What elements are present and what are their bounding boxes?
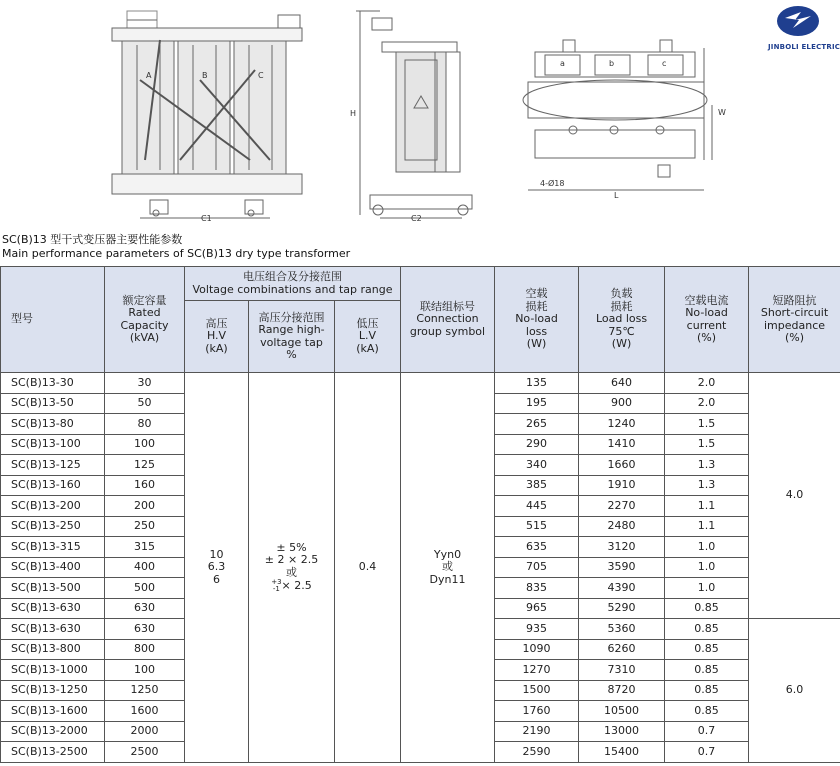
- logo-mark-icon: [775, 4, 821, 38]
- cell-noload-loss: 1500: [495, 680, 579, 701]
- cell-lv-merged: 0.4: [335, 373, 401, 763]
- cell-model: SC(B)13-800: [1, 639, 105, 660]
- header-hv: 高压 H.V (kA): [185, 301, 249, 373]
- cell-capacity: 500: [105, 578, 185, 599]
- cell-capacity: 30: [105, 373, 185, 394]
- cell-load-loss: 15400: [579, 742, 665, 763]
- cell-noload-loss: 935: [495, 619, 579, 640]
- top-hole-label: 4-Ø18: [540, 179, 565, 188]
- cell-model: SC(B)13-125: [1, 455, 105, 476]
- cell-model: SC(B)13-80: [1, 414, 105, 435]
- header-connection: 联结组标号 Connection group symbol: [401, 267, 495, 373]
- cell-noload-loss: 385: [495, 475, 579, 496]
- cell-noload-current: 1.0: [665, 557, 749, 578]
- table-body: [1, 373, 840, 763]
- cell-capacity: 80: [105, 414, 185, 435]
- header-model: 型号: [1, 267, 105, 373]
- cell-model: SC(B)13-400: [1, 557, 105, 578]
- cell-noload-loss: 2190: [495, 721, 579, 742]
- header-tap: 高压分接范围 Range high- voltage tap %: [249, 301, 335, 373]
- top-view-drawing: [523, 40, 712, 190]
- cell-load-loss: 2270: [579, 496, 665, 517]
- cell-model: SC(B)13-1250: [1, 680, 105, 701]
- cell-model: SC(B)13-630: [1, 619, 105, 640]
- cell-capacity: 160: [105, 475, 185, 496]
- cell-noload-current: 2.0: [665, 393, 749, 414]
- cell-noload-current: 1.3: [665, 475, 749, 496]
- cell-capacity: 400: [105, 557, 185, 578]
- heading-cn: SC(B)13 型干式变压器主要性能参数: [2, 233, 183, 246]
- cell-model: SC(B)13-50: [1, 393, 105, 414]
- front-view-drawing: [112, 11, 302, 218]
- cell-capacity: 125: [105, 455, 185, 476]
- cell-noload-loss: 835: [495, 578, 579, 599]
- cell-load-loss: 7310: [579, 660, 665, 681]
- cell-model: SC(B)13-100: [1, 434, 105, 455]
- top-width-label: W: [718, 108, 726, 117]
- cell-noload-current: 0.85: [665, 619, 749, 640]
- cell-model: SC(B)13-2500: [1, 742, 105, 763]
- cell-noload-loss: 635: [495, 537, 579, 558]
- cell-capacity: 100: [105, 660, 185, 681]
- cell-hv-merged: 10 6.3 6: [185, 373, 249, 763]
- brand-name: JINBOLI ELECTRIC: [768, 43, 840, 51]
- cell-capacity: 2500: [105, 742, 185, 763]
- side-view-drawing: [356, 11, 472, 218]
- cell-load-loss: 1240: [579, 414, 665, 435]
- cell-load-loss: 5360: [579, 619, 665, 640]
- cell-model: SC(B)13-315: [1, 537, 105, 558]
- cell-noload-current: 1.0: [665, 537, 749, 558]
- cell-capacity: 50: [105, 393, 185, 414]
- front-width-label: C1: [201, 214, 212, 223]
- cell-load-loss: 4390: [579, 578, 665, 599]
- side-height-label: H: [350, 109, 357, 118]
- cell-load-loss: 1660: [579, 455, 665, 476]
- cell-load-loss: 6260: [579, 639, 665, 660]
- cell-impedance-group-a: 4.0: [749, 373, 840, 619]
- cell-capacity: 100: [105, 434, 185, 455]
- cell-capacity: 315: [105, 537, 185, 558]
- cell-noload-loss: 290: [495, 434, 579, 455]
- cell-noload-current: 1.5: [665, 434, 749, 455]
- cell-noload-loss: 2590: [495, 742, 579, 763]
- header-noload-loss: 空载 损耗 No-load loss (W): [495, 267, 579, 373]
- cell-noload-loss: 1270: [495, 660, 579, 681]
- heading-en: Main performance parameters of SC(B)13 dry type transformer: [2, 246, 351, 260]
- cell-load-loss: 3120: [579, 537, 665, 558]
- cell-capacity: 630: [105, 619, 185, 640]
- table-heading: [2, 233, 350, 260]
- cell-load-loss: 640: [579, 373, 665, 394]
- cell-noload-loss: 340: [495, 455, 579, 476]
- header-noload-current: 空载电流 No-load current (%): [665, 267, 749, 373]
- top-c-label: c: [662, 59, 667, 68]
- cell-noload-current: 1.3: [665, 455, 749, 476]
- cell-noload-current: 0.85: [665, 660, 749, 681]
- cell-capacity: 1250: [105, 680, 185, 701]
- cell-noload-current: 0.85: [665, 680, 749, 701]
- cell-impedance-group-b: 6.0: [749, 619, 840, 763]
- header-lv: 低压 L.V (kA): [335, 301, 401, 373]
- cell-load-loss: 13000: [579, 721, 665, 742]
- header-impedance: 短路阻抗 Short-circuit impedance (%): [749, 267, 840, 373]
- cell-load-loss: 5290: [579, 598, 665, 619]
- cell-noload-current: 0.7: [665, 742, 749, 763]
- cell-capacity: 800: [105, 639, 185, 660]
- top-length-label: L: [614, 191, 619, 200]
- cell-load-loss: 10500: [579, 701, 665, 722]
- cell-capacity: 200: [105, 496, 185, 517]
- cell-noload-loss: 1090: [495, 639, 579, 660]
- side-width-label: C2: [411, 214, 422, 223]
- cell-model: SC(B)13-200: [1, 496, 105, 517]
- cell-noload-current: 1.1: [665, 516, 749, 537]
- cell-noload-current: 2.0: [665, 373, 749, 394]
- phase-a-label: A: [146, 71, 152, 80]
- phase-b-label: B: [202, 71, 208, 80]
- cell-noload-current: 1.1: [665, 496, 749, 517]
- phase-c-label: C: [258, 71, 264, 80]
- cell-load-loss: 8720: [579, 680, 665, 701]
- cell-model: SC(B)13-630: [1, 598, 105, 619]
- cell-noload-loss: 195: [495, 393, 579, 414]
- cell-model: SC(B)13-2000: [1, 721, 105, 742]
- cell-load-loss: 1410: [579, 434, 665, 455]
- cell-noload-loss: 705: [495, 557, 579, 578]
- header-load-loss: 负载 损耗 Load loss 75℃ (W): [579, 267, 665, 373]
- table-row: [1, 373, 840, 394]
- cell-noload-loss: 965: [495, 598, 579, 619]
- cell-noload-loss: 445: [495, 496, 579, 517]
- cell-load-loss: 1910: [579, 475, 665, 496]
- cell-load-loss: 900: [579, 393, 665, 414]
- cell-capacity: 250: [105, 516, 185, 537]
- cell-model: SC(B)13-30: [1, 373, 105, 394]
- cell-model: SC(B)13-1600: [1, 701, 105, 722]
- dimension-drawings: [0, 0, 840, 232]
- cell-connection-merged: Yyn0 或 Dyn11: [401, 373, 495, 763]
- cell-noload-loss: 1760: [495, 701, 579, 722]
- cell-noload-current: 0.85: [665, 598, 749, 619]
- cell-model: SC(B)13-160: [1, 475, 105, 496]
- cell-capacity: 1600: [105, 701, 185, 722]
- top-b-label: b: [609, 59, 615, 68]
- company-logo: [768, 4, 840, 52]
- header-capacity: 额定容量 Rated Capacity (kVA): [105, 267, 185, 373]
- cell-model: SC(B)13-500: [1, 578, 105, 599]
- cell-noload-current: 1.5: [665, 414, 749, 435]
- cell-noload-loss: 265: [495, 414, 579, 435]
- cell-noload-current: 1.0: [665, 578, 749, 599]
- cell-noload-current: 0.7: [665, 721, 749, 742]
- cell-capacity: 630: [105, 598, 185, 619]
- parameters-table: [0, 266, 840, 763]
- header-voltage-group: 电压组合及分接范围 Voltage combinations and tap range: [185, 267, 401, 301]
- cell-noload-loss: 515: [495, 516, 579, 537]
- cell-noload-current: 0.85: [665, 701, 749, 722]
- cell-load-loss: 2480: [579, 516, 665, 537]
- cell-noload-current: 0.85: [665, 639, 749, 660]
- top-a-label: a: [560, 59, 565, 68]
- cell-tap-merged: ± 5% ± 2 × 2.5 或 +3 -1 × 2.5: [249, 373, 335, 763]
- cell-capacity: 2000: [105, 721, 185, 742]
- cell-model: SC(B)13-1000: [1, 660, 105, 681]
- cell-noload-loss: 135: [495, 373, 579, 394]
- cell-model: SC(B)13-250: [1, 516, 105, 537]
- cell-load-loss: 3590: [579, 557, 665, 578]
